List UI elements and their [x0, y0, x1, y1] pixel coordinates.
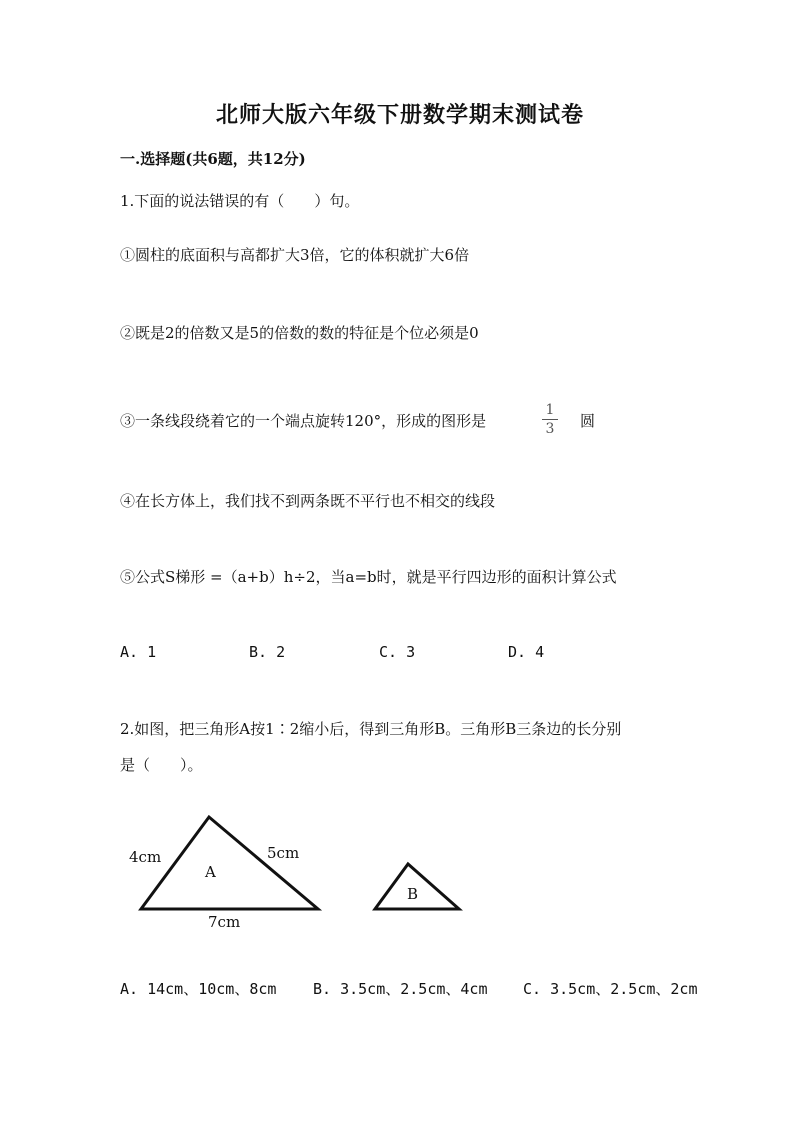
- question-1-option-a[interactable]: A. 1: [120, 643, 157, 661]
- fraction-numerator: 1: [545, 402, 555, 418]
- side-label-right: 5cm: [267, 844, 300, 862]
- question-1-option-d[interactable]: D. 4: [508, 643, 545, 661]
- section-heading: 一.选择题(共6题，共12分): [120, 150, 306, 168]
- side-label-base: 7cm: [208, 913, 241, 931]
- side-label-left: 4cm: [129, 848, 162, 866]
- question-2-stem-line-2: 是（ ）。: [120, 756, 203, 774]
- question-2-option-b[interactable]: B. 3.5cm、2.5cm、4cm: [313, 980, 488, 998]
- question-2-stem-line-1: 2.如图，把三角形A按1∶2缩小后，得到三角形B。三角形B三条边的长分别: [120, 720, 622, 738]
- question-1-statement-1: ①圆柱的底面积与高都扩大3倍，它的体积就扩大6倍: [120, 246, 470, 264]
- question-1-statement-5: ⑤公式S梯形 =（a+b）h÷2，当a=b时，就是平行四边形的面积计算公式: [120, 568, 617, 586]
- page-title: 北师大版六年级下册数学期末测试卷: [215, 102, 584, 128]
- triangle-a-label: A: [205, 863, 216, 881]
- fraction-denominator: 3: [545, 421, 555, 437]
- triangle-b-label: B: [407, 885, 419, 903]
- question-1-statement-4: ④在长方体上，我们找不到两条既不平行也不相交的线段: [120, 492, 496, 510]
- question-2-option-c[interactable]: C. 3.5cm、2.5cm、2cm: [523, 980, 698, 998]
- question-2-option-a[interactable]: A. 14cm、10cm、8cm: [120, 980, 277, 998]
- question-1-statement-3-tail: 圆: [580, 412, 596, 430]
- triangle-a: [141, 817, 318, 909]
- question-1-stem: 1.下面的说法错误的有（ ）句。: [120, 192, 360, 210]
- question-1-option-c[interactable]: C. 3: [379, 643, 416, 661]
- question-1-statement-2: ②既是2的倍数又是5的倍数的数的特征是个位必须是0: [120, 324, 479, 342]
- question-1-statement-3: ③一条线段绕着它的一个端点旋转120°，形成的图形是: [120, 412, 487, 430]
- question-1-option-b[interactable]: B. 2: [249, 643, 286, 661]
